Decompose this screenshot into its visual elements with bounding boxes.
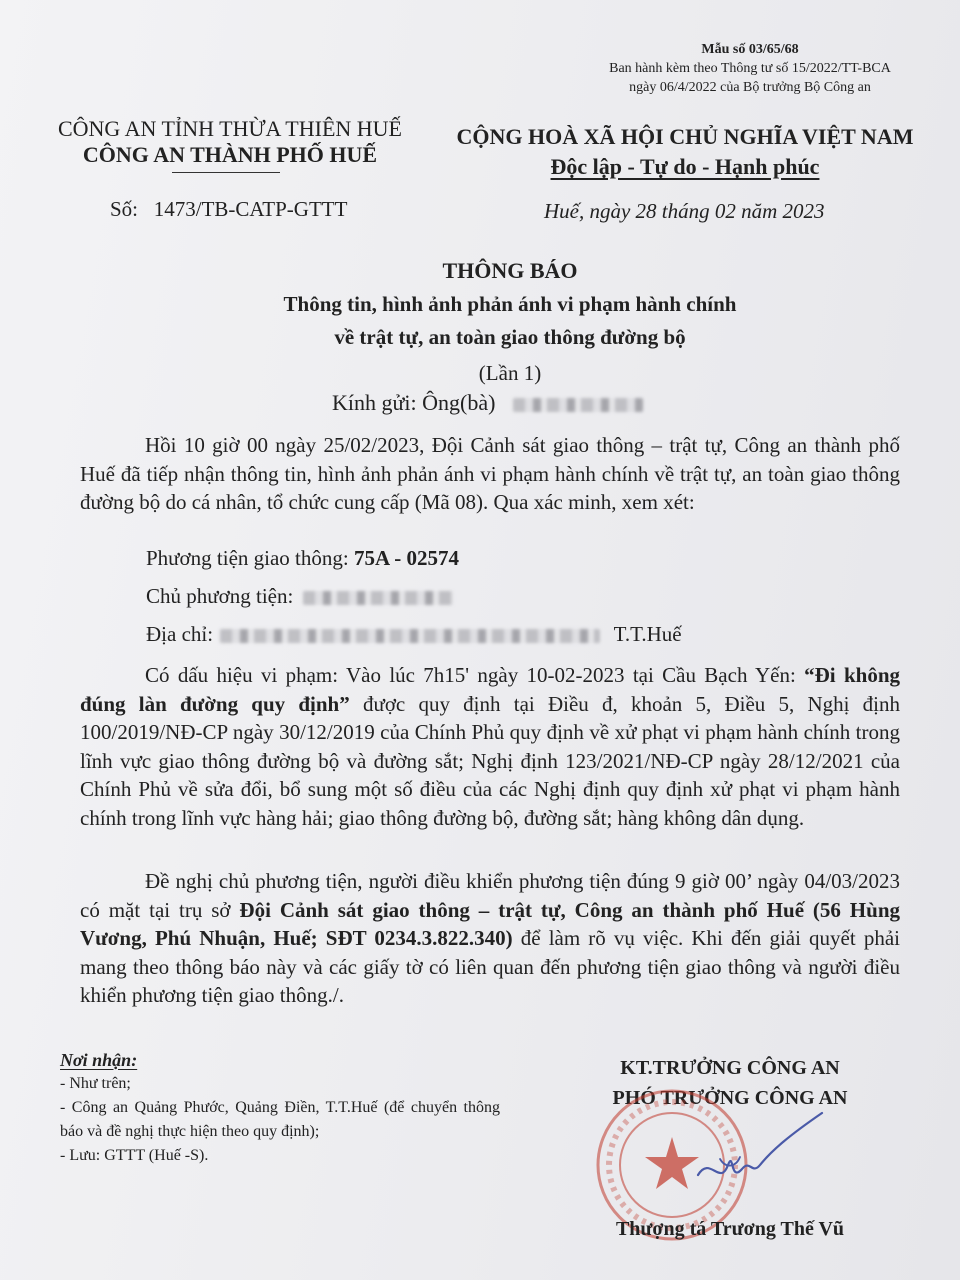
document-number xyxy=(110,197,347,222)
national-title: CỘNG HOÀ XÃ HỘI CHỦ NGHĨA VIỆT NAM xyxy=(456,124,914,149)
recipients-heading: Nơi nhận: xyxy=(60,1050,138,1070)
form-number: Mẫu số 03/65/68 xyxy=(701,42,799,57)
handwritten-signature-icon xyxy=(690,1095,830,1195)
vehicle-plate: 75A - 02574 xyxy=(353,546,459,570)
request-suffix: để làm rõ vụ việc. Khi đến giải quyết phải mang theo thông báo này và các giấy tờ có liên quan đến phương tiện giao thông và người điều khiển phương tiện giao thông./. xyxy=(80,926,900,1007)
recipient-label: Kính gửi: Ông(bà) xyxy=(332,390,496,415)
form-reference-line2: ngày 06/4/2022 của Bộ trưởng Bộ Công an xyxy=(629,80,871,95)
document-title: THÔNG BÁO xyxy=(442,258,578,283)
form-reference xyxy=(560,40,940,97)
request-location: Đội Cảnh sát giao thông – trật tự, Công an thành phố Huế (56 Hùng Vương, Phú Nhuận, Huế; SĐT 0234.3.822.340) xyxy=(80,897,901,950)
owner-line xyxy=(146,584,453,609)
notice-count: (Lần 1) xyxy=(478,361,542,385)
form-reference-line1: Ban hành kèm theo Thông tư số 15/2022/TT-BCA xyxy=(609,61,891,76)
document-number-label: Số: xyxy=(110,197,139,221)
recipient-line xyxy=(332,390,643,416)
recipient-item: - Lưu: GTTT (Huế -S). xyxy=(60,1147,209,1164)
redacted-owner-name xyxy=(303,591,453,605)
redacted-address xyxy=(220,629,600,643)
signature-authority: KT.TRƯỞNG CÔNG AN xyxy=(620,1057,840,1079)
signer-name: Thượng tá Trương Thế Vũ xyxy=(615,1218,845,1240)
recipient-item: - Như trên; xyxy=(60,1075,131,1092)
violation-prefix: Có dấu hiệu vi phạm: Vào lúc 7h15' ngày 10-02-2023 tại Cầu Bạch Yến: xyxy=(145,663,805,687)
violation-type: “Đi không đúng làn đường quy định” xyxy=(80,663,900,716)
request-prefix: Đề nghị chủ phương tiện, người điều khiển phương tiện đúng 9 giờ 00’ ngày 04/03/2023 có mặt tại trụ sở xyxy=(80,869,900,922)
recipient-item: - Công an Quảng Phước, Quảng Điền, T.T.Huế (để chuyển thông báo và đề nghị thực hiện theo quy định); xyxy=(60,1099,500,1140)
document-subtitle-1: Thông tin, hình ảnh phản ánh vi phạm hành chính xyxy=(283,292,737,316)
redacted-recipient-name xyxy=(513,398,643,412)
address-province: T.T.Huế xyxy=(613,622,682,646)
national-motto: Độc lập - Tự do - Hạnh phúc xyxy=(550,154,820,179)
owner-label: Chủ phương tiện: xyxy=(146,584,294,608)
document-subtitle-2: về trật tự, an toàn giao thông đường bộ xyxy=(334,325,686,349)
violation-paragraph xyxy=(80,661,900,832)
recipients-list xyxy=(60,1048,500,1168)
issuer-unit: CÔNG AN THÀNH PHỐ HUẾ xyxy=(82,142,378,167)
intro-paragraph: Hồi 10 giờ 00 ngày 25/02/2023, Đội Cảnh sát giao thông – trật tự, Công an thành phố Huế đã tiếp nhận thông tin, hình ảnh phản ánh vi phạm hành chính về trật tự, an toàn giao thông đường bộ do cá nhân, tổ chức cung cấp (Mã 08). Qua xác minh, xem xét: xyxy=(80,433,900,514)
issuer-header xyxy=(40,116,420,168)
request-paragraph xyxy=(80,867,900,1010)
document-title-block xyxy=(160,256,860,388)
signature-title: PHÓ TRƯỞNG CÔNG AN xyxy=(612,1087,848,1109)
vehicle-line xyxy=(146,546,459,571)
national-header xyxy=(440,122,930,182)
address-label: Địa chỉ: xyxy=(146,622,214,646)
issuer-province: CÔNG AN TỈNH THỪA THIÊN HUẾ xyxy=(57,116,402,141)
vehicle-label: Phương tiện giao thông: xyxy=(146,546,354,570)
address-line xyxy=(146,622,682,647)
document-number-value: 1473/TB-CATP-GTTT xyxy=(153,197,348,221)
violation-legal-basis: được quy định tại Điều đ, khoản 5, Điều 5, Nghị định 100/2019/NĐ-CP ngày 30/12/2019 của Chính Phủ quy định về xử phạt vi phạm hành chính trong lĩnh vực giao thông đường bộ và đường sắt; Nghị định 123/2021/NĐ-CP ngày 28/12/2021 của Chính Phủ về sửa đổi, bổ sung một số điều của các Nghị định quy định xử phạt vi phạm hành chính trong lĩnh vực hàng hải; giao thông đường bộ, đường sắt; hàng không dân dụng. xyxy=(80,691,900,830)
document-date: Huế, ngày 28 tháng 02 năm 2023 xyxy=(544,199,825,223)
issuer-underline xyxy=(172,172,280,173)
